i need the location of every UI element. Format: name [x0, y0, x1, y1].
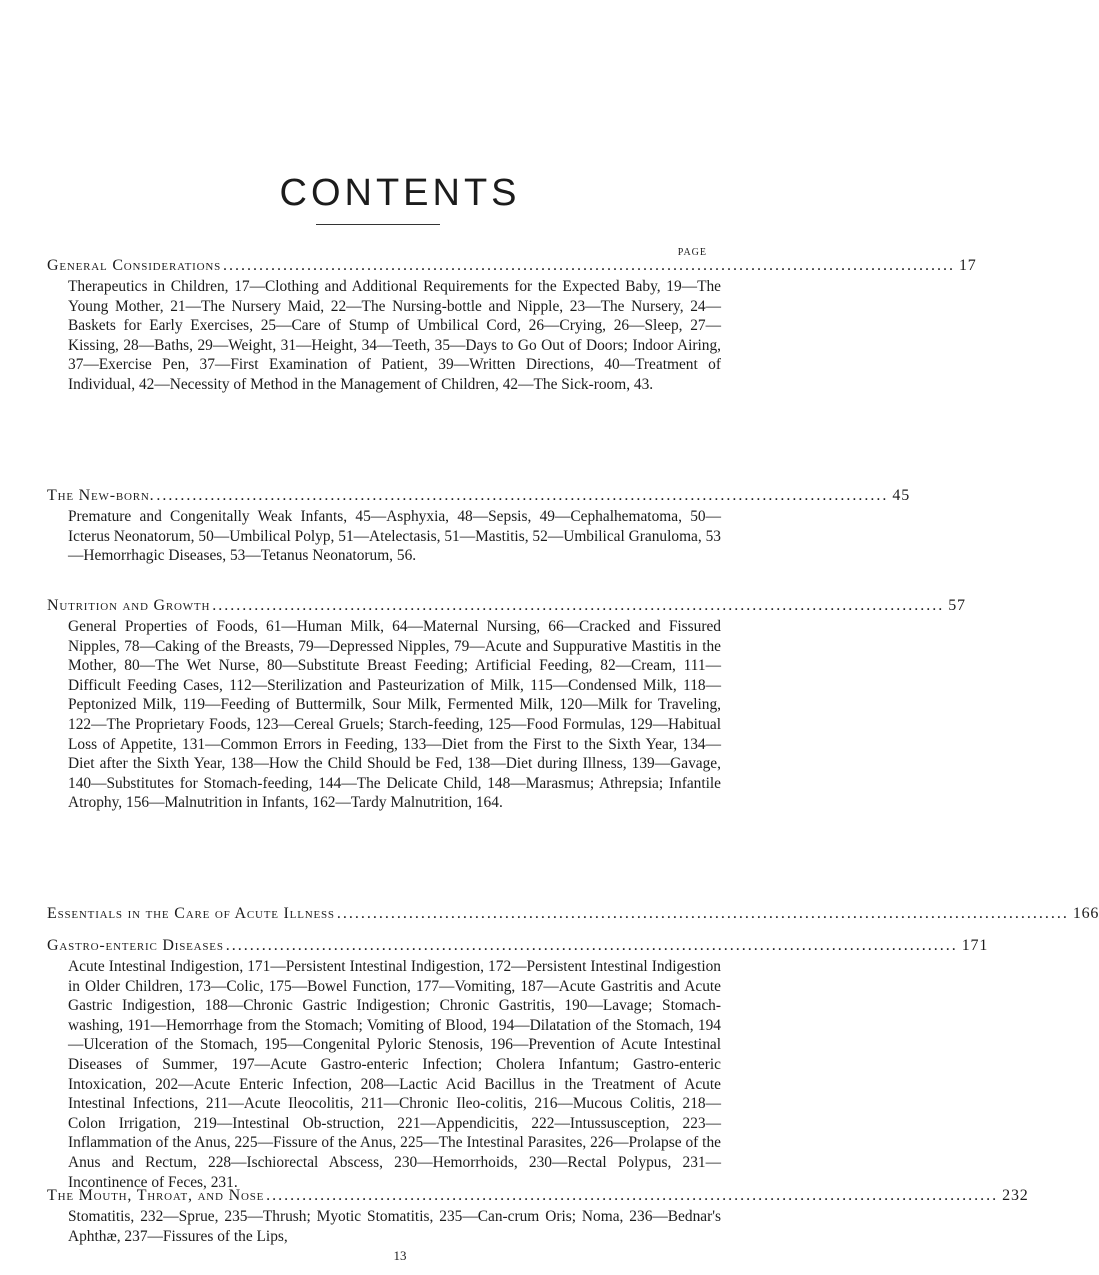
leader-dots: .......................................................................................................................... — [212, 597, 945, 614]
toc-heading-row[interactable] — [47, 595, 966, 617]
leader-dots: .......................................................................................................................... — [225, 937, 958, 954]
toc-section-acute-illness — [47, 903, 1099, 925]
section-page-number: 45 — [892, 487, 910, 504]
section-heading: Gastro-enteric Diseases — [47, 937, 224, 954]
toc-section-mouth-throat-nose — [47, 1185, 1029, 1246]
section-entries: General Properties of Foods, 61—Human Milk, 64—Maternal Nursing, 66—Cracked and Fissured Nipples, 78—Caking of the Breasts, 79—Depressed Nipples, 79—Acute and Suppurative Mastitis in the Mother, 80—The Wet Nurse, 80—Substitute Breast Feeding; Artificial Feeding, 82—Cream, 111—Difficult Feeding Cases, 112—Sterilization and Pasteurization of Milk, 115—Condensed Milk, 118—Peptonized Milk, 119—Feeding of Buttermilk, Sour Milk, Fermented Milk, 120—Milk for Traveling, 122—The Proprietary Foods, 123—Cereal Gruels; Starch-feeding, 125—Food Formulas, 129—Habitual Loss of Appetite, 131—Common Errors in Feeding, 133—Diet from the First to the Sixth Year, 134—Diet after the Sixth Year, 138—How the Child Should be Fed, 138—Diet during Illness, 139—Gavage, 140—Substitutes for Stomach-feeding, 144—The Delicate Child, 148—Marasmus; Athrepsia; Infantile Atrophy, 156—Malnutrition in Infants, 162—Tardy Malnutrition, 164. — [68, 618, 721, 812]
leader-dots: .......................................................................................................................... — [156, 487, 889, 504]
toc-heading-row[interactable] — [47, 935, 989, 957]
leader-dots: .......................................................................................................................... — [336, 905, 1069, 922]
section-entries: Therapeutics in Children, 17—Clothing and Additional Requirements for the Expected Baby, 19—The Young Mother, 21—The Nursery Maid, 22—The Nursing-bottle and Nipple, 23—The Nursery, 24—Baskets for Early Exercises, 25—Care of Stump of Umbilical Cord, 26—Crying, 26—Sleep, 27—Kissing, 28—Baths, 29—Weight, 31—Height, 34—Teeth, 35—Days to Go Out of Doors; Indoor Airing, 37—Exercise Pen, 37—First Examination of Patient, 39—Written Directions, 40—Treatment of Individual, 42—Necessity of Method in the Management of Children, 42—The Sick-room, 43. — [68, 278, 721, 393]
section-entries: Stomatitis, 232—Sprue, 235—Thrush; Myotic Stomatitis, 235—Can-crum Oris; Noma, 236—Bednar's Aphthæ, 237—Fissures of the Lips, — [68, 1208, 721, 1245]
section-page-number: 57 — [948, 597, 966, 614]
toc-heading-row[interactable] — [47, 255, 977, 277]
toc-heading-row[interactable] — [47, 903, 1099, 925]
toc-section-nutrition-growth — [47, 595, 966, 813]
toc-section-gastro-enteric — [47, 935, 989, 1192]
section-heading: Essentials in the Care of Acute Illness — [47, 905, 335, 922]
leader-dots: .......................................................................................................................... — [266, 1187, 999, 1204]
section-heading: General Considerations — [47, 257, 221, 274]
section-heading: Nutrition and Growth — [47, 597, 211, 614]
toc-section-new-born — [47, 485, 910, 566]
section-entries: Premature and Congenitally Weak Infants, 45—Asphyxia, 48—Sepsis, 49—Cephalhematoma, 50—Icterus Neonatorum, 50—Umbilical Polyp, 51—Atelectasis, 51—Mastitis, 52—Umbilical Granuloma, 53—Hemorrhagic Diseases, 53—Tetanus Neonatorum, 56. — [68, 508, 721, 565]
page-title: CONTENTS — [279, 172, 521, 214]
page-column-label: PAGE — [677, 247, 707, 258]
toc-section-general-considerations — [47, 255, 977, 395]
leader-dots: .......................................................................................................................... — [223, 257, 955, 274]
title-rule — [316, 224, 440, 225]
toc-heading-row[interactable] — [47, 1185, 1029, 1207]
section-page-number: 171 — [961, 937, 989, 954]
section-page-number: 166 — [1072, 905, 1099, 922]
section-page-number: 17 — [959, 257, 977, 274]
section-heading: The New-born. — [47, 487, 155, 504]
toc-heading-row[interactable] — [47, 485, 910, 507]
page-folio: 13 — [393, 1248, 407, 1263]
section-heading: The Mouth, Throat, and Nose — [47, 1187, 265, 1204]
section-page-number: 232 — [1002, 1187, 1029, 1204]
section-entries: Acute Intestinal Indigestion, 171—Persistent Intestinal Indigestion, 172—Persistent Intestinal Indigestion in Older Children, 173—Colic, 175—Bowel Function, 177—Vomiting, 187—Acute Gastritis and Acute Gastric Indigestion, 188—Chronic Gastric Indigestion; Chronic Gastritis, 190—Lavage; Stomach-washing, 191—Hemorrhage from the Stomach; Vomiting of Blood, 194—Dilatation of the Stomach, 194—Ulceration of the Stomach, 195—Congenital Pyloric Stenosis, 196—Prevention of Acute Intestinal Diseases of Summer, 197—Acute Gastro-enteric Infection; Cholera Infantum; Gastro-enteric Intoxication, 202—Acute Enteric Infection, 208—Lactic Acid Bacillus in the Treatment of Acute Intestinal Infections, 211—Acute Ileocolitis, 211—Chronic Ileo-colitis, 216—Mucous Colitis, 218—Colon Irrigation, 219—Intestinal Ob-struction, 221—Appendicitis, 222—Intussusception, 223—Inflammation of the Anus, 225—Fissure of the Anus, 225—The Intestinal Parasites, 226—Prolapse of the Anus and Rectum, 228—Ischiorectal Abscess, 230—Hemorrhoids, 230—Rectal Polypus, 231—Incontinence of Feces, 231. — [68, 958, 721, 1191]
